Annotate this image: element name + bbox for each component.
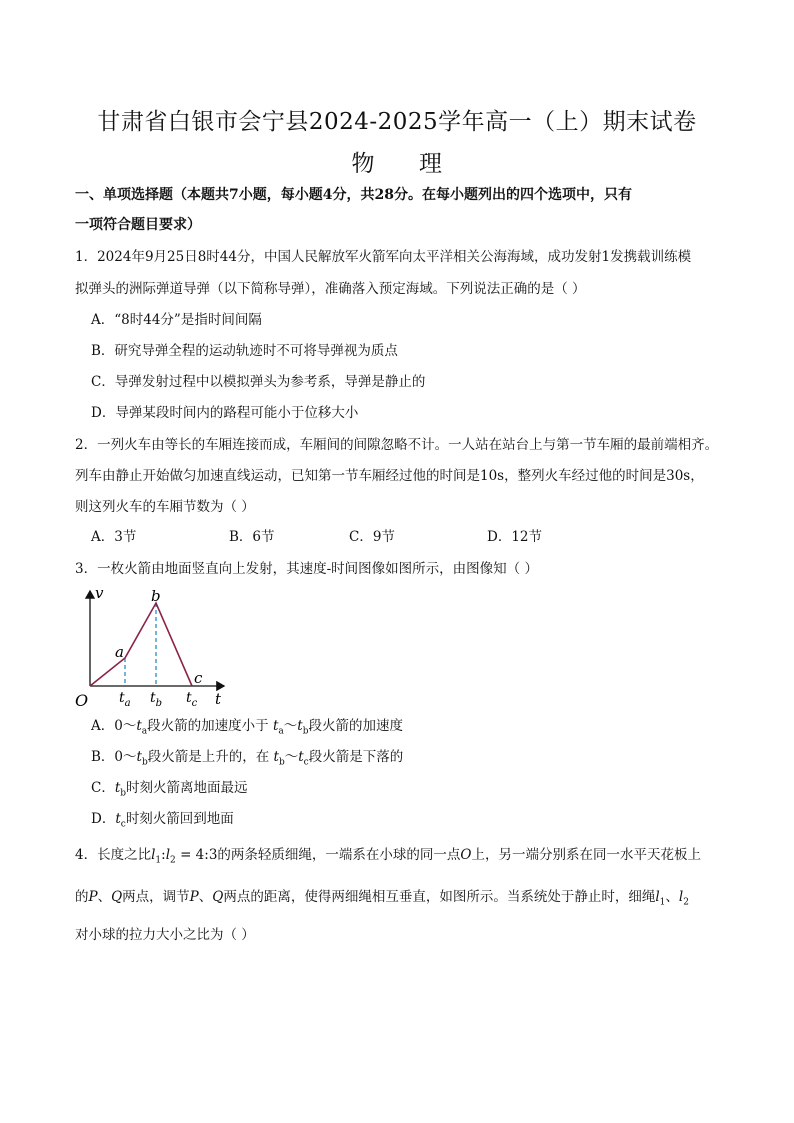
tick-tb-sub: b [155,698,163,709]
q4-stem-line2: 的P、Q两点，调节P、Q两点的距离，使得两细绳相互垂直，如图所示。当系统处于静止时，细绳$l_1$、$l_2$ [75,889,689,908]
exam-title: 甘肃省白银市会宁县2024-2025学年高一（上）期末试卷 [97,109,697,135]
q3-stem: 3．一枚火箭由地面竖直向上发射，其速度-时间图像如图所示，由图像知（ ） [75,561,538,577]
q3-option-c: C．$t_b$时刻火箭离地面最远 [91,780,248,799]
tick-label-tb [150,690,162,709]
point-c-label: c [194,669,203,687]
tick-label-ta [119,690,131,709]
tick-ta-main: t [119,690,125,706]
section-heading-line1: 一、单项选择题（本题共7小题，每小题4分，共28分。在每小题列出的四个选项中，只有 [75,187,632,203]
q2-option-d: D．12节 [487,529,543,545]
q2-option-c: C．9节 [349,529,395,545]
q2-stem-line3: 则这列火车的车厢节数为（ ） [75,499,255,515]
velocity-graph-line [90,603,192,686]
q1-option-c: C．导弹发射过程中以模拟弹头为参考系，导弹是静止的 [91,374,426,390]
origin-label: O [75,691,89,710]
q2-option-b: B．6节 [229,529,275,545]
q4-stem-line1: 4．长度之比$l_1:l_2$ = 4:3的两条轻质细绳，一端系在小球的同一点O上，另一端分别系在同一水平天花板上 [75,847,701,866]
tick-label-tc [186,690,198,709]
tick-ta-sub: a [124,698,131,709]
velocity-time-figure [72,583,242,713]
q3-option-a: A．$0\sim t_a$段火箭的加速度小于 $t_a\sim t_b$段火箭的加速度 [91,718,403,737]
q2-option-a: A．3节 [91,529,137,545]
subject-char-1: 物 [351,151,375,177]
q2-stem-line1: 2．一列火车由等长的车厢连接而成，车厢间的间隙忽略不计。一人站在站台上与第一节车厢的最前端相齐。 [75,437,719,453]
t-axis-label: t [215,690,222,708]
subject-title [0,145,794,178]
q1-option-d: D．导弹某段时间内的路程可能小于位移大小 [91,405,359,421]
q3-option-d: D．$t_c$时刻火箭回到地面 [91,811,234,830]
q1-stem-line2: 拟弹头的洲际弹道导弹（以下简称导弹），准确落入预定海域。下列说法正确的是（ ） [75,281,586,297]
tick-tc-main: t [186,690,192,706]
subject-char-2: 理 [419,151,443,177]
tick-tb-main: t [150,690,156,706]
point-b-label: b [151,587,161,605]
point-a-label: a [115,643,124,661]
tick-tc-sub: c [191,698,198,709]
q3-option-b: B．$0\sim t_b$段火箭是上升的，在 $t_b\sim t_c$段火箭是下落的 [91,749,404,768]
q4-stem-line3: 对小球的拉力大小之比为（ ） [75,927,255,943]
q1-option-a: A．“8时44分”是指时间间隔 [91,312,262,328]
q1-option-b: B．研究导弹全程的运动轨迹时不可将导弹视为质点 [91,343,398,359]
section-heading-line2: 一项符合题目要求） [75,217,201,233]
q2-stem-line2: 列车由静止开始做匀加速直线运动，已知第一节车厢经过他的时间是10s，整列火车经过他的时间是30s， [75,468,704,484]
q1-stem-line1: 1．2024年9月25日8时44分，中国人民解放军火箭军向太平洋相关公海海域，成功发射1发携载训练模 [75,249,692,265]
v-axis-label: v [95,584,104,602]
